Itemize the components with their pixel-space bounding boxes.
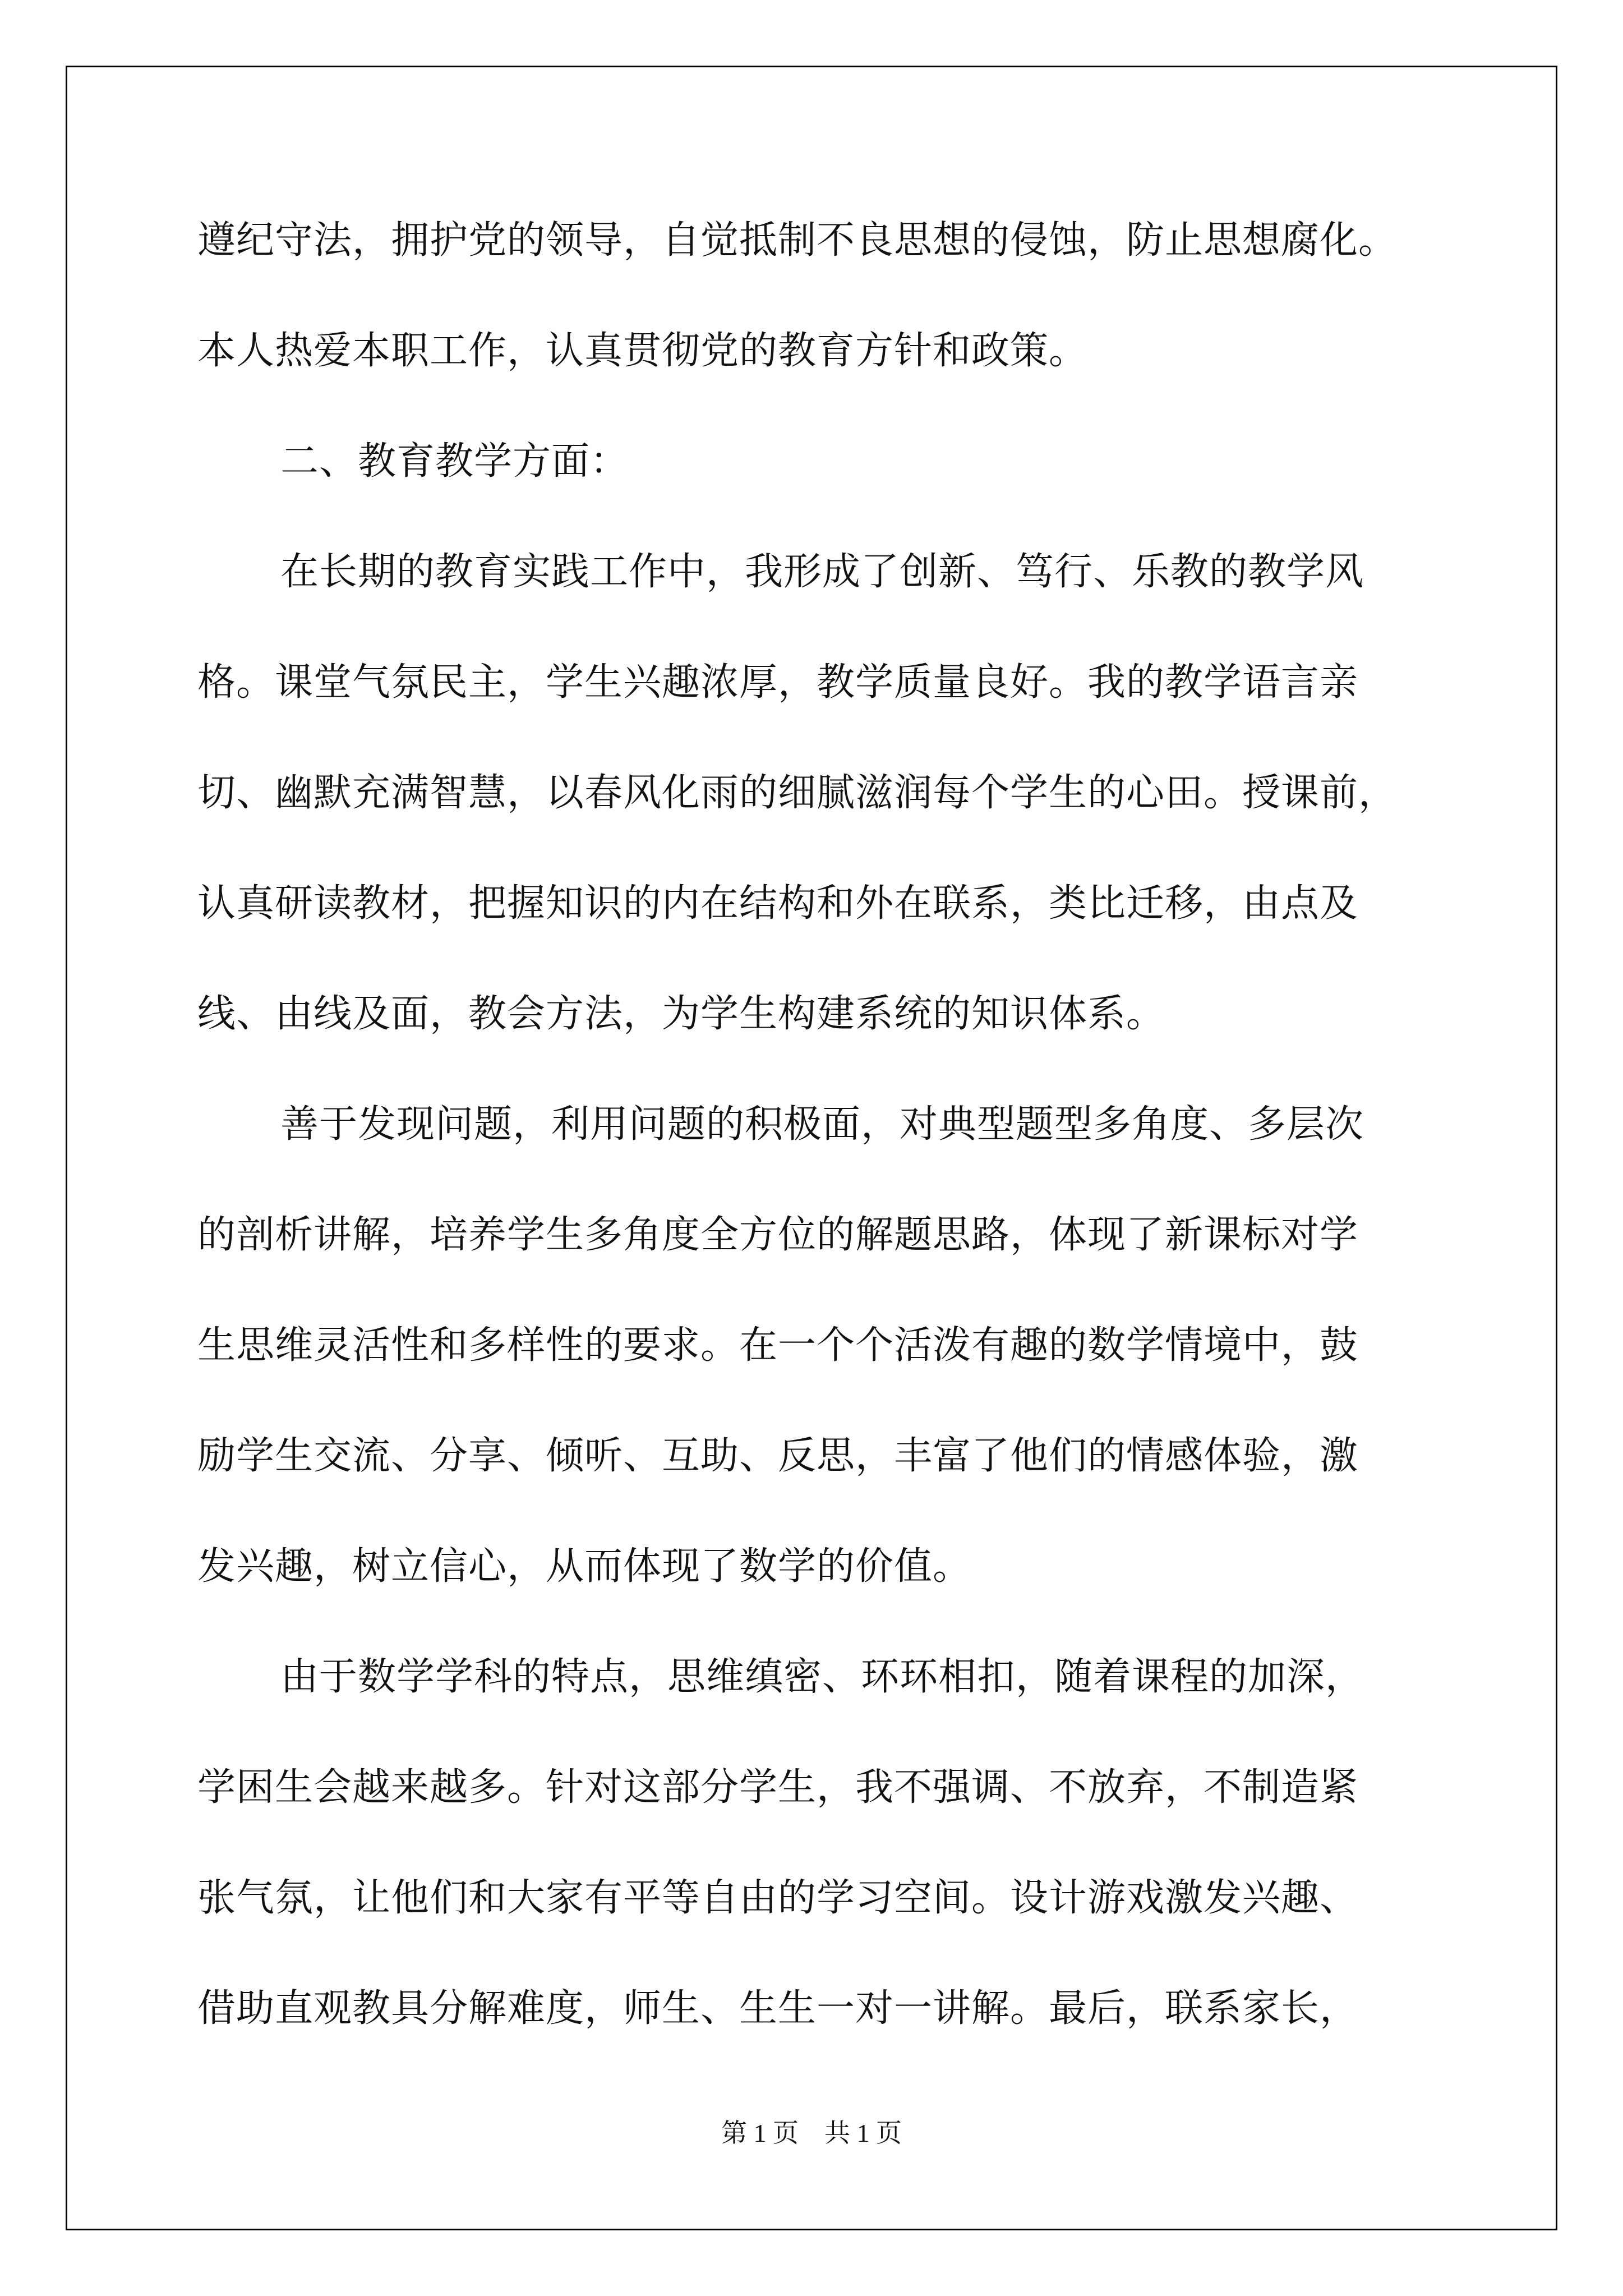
text-line: 发兴趣，树立信心，从而体现了数学的价值。 xyxy=(197,1544,972,1589)
text-line: 切、幽默充满智慧，以春风化雨的细腻滋润每个学生的心田。授课前， xyxy=(197,771,1398,815)
paragraph-start: 由于数学学科的特点，思维缜密、环环相扣，随着课程的加深， xyxy=(280,1655,1364,1699)
text-line: 借助直观教具分解难度，师生、生生一对一讲解。最后，联系家长， xyxy=(197,1986,1359,2031)
text-line: 本人热爱本职工作，认真贯彻党的教育方针和政策。 xyxy=(197,329,1088,373)
text-line: 格。课堂气氛民主，学生兴趣浓厚，教学质量良好。我的教学语言亲 xyxy=(197,660,1359,705)
text-line: 张气氛，让他们和大家有平等自由的学习空间。设计游戏激发兴趣、 xyxy=(197,1876,1359,1920)
text-line: 线、由线及面，教会方法，为学生构建系统的知识体系。 xyxy=(197,992,1165,1036)
text-line: 的剖析讲解，培养学生多角度全方位的解题思路，体现了新课标对学 xyxy=(197,1213,1359,1257)
paragraph-start: 善于发现问题，利用问题的积极面，对典型题型多角度、多层次 xyxy=(280,1102,1364,1147)
section-heading: 二、教育教学方面： xyxy=(280,439,629,484)
text-line: 遵纪守法，拥护党的领导，自觉抵制不良思想的侵蚀，防止思想腐化。 xyxy=(197,218,1398,263)
paragraph-start: 在长期的教育实践工作中，我形成了创新、笃行、乐教的教学风 xyxy=(280,550,1364,594)
text-line: 认真研读教材，把握知识的内在结构和外在联系，类比迁移，由点及 xyxy=(197,881,1359,926)
text-line: 生思维灵活性和多样性的要求。在一个个活泼有趣的数学情境中，鼓 xyxy=(197,1323,1359,1368)
page-footer: 第 1 页 共 1 页 xyxy=(721,2119,902,2147)
text-line: 励学生交流、分享、倾听、互助、反思，丰富了他们的情感体验，激 xyxy=(197,1434,1359,1478)
text-line: 学困生会越来越多。针对这部分学生，我不强调、不放弃，不制造紧 xyxy=(197,1765,1359,1810)
